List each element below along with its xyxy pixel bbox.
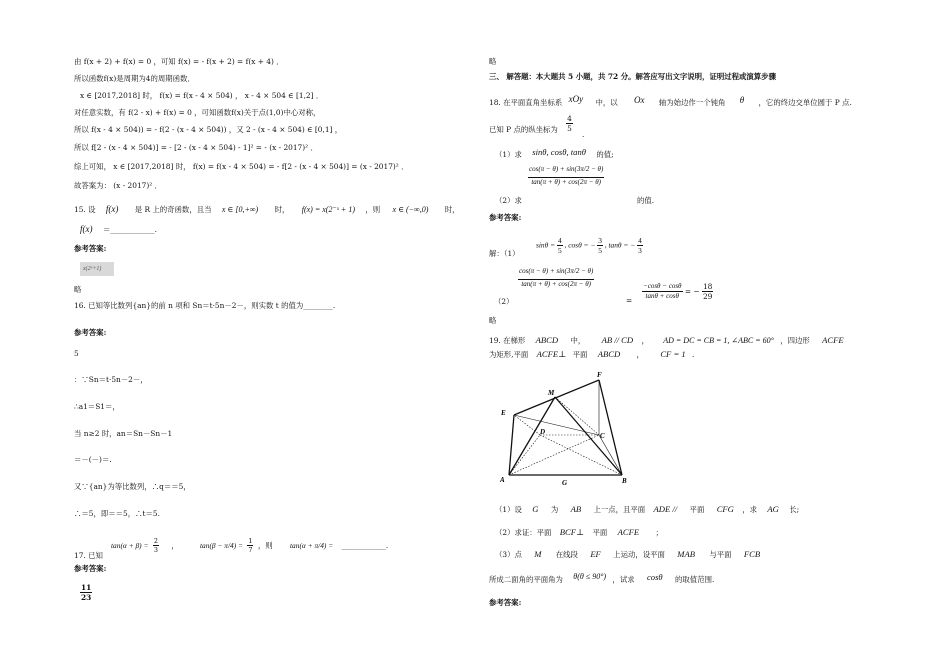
q16-sol-1: ：∵Sn＝t·5n－2－，	[74, 375, 148, 384]
sol-line-5: 所以 f(x - 4 × 504)) = - f(2 - (x - 4 × 504)) ，又 2 - (x - 4 × 504) ∈ [0,1] ，	[74, 125, 343, 134]
label-C: C	[600, 432, 605, 440]
edge-AD	[509, 435, 540, 475]
q19-part-1: （1）设 G 为 AB 上一点，且平面 ADE // 平面 CFG ，求 AG 长;	[495, 504, 800, 514]
label-G: G	[562, 479, 568, 487]
sol18-1-label: 解：（1）	[489, 249, 520, 258]
q17-label: 17. 已知	[74, 551, 103, 560]
q18-line-2: 已知 P 点的纵坐标为 $\frac{4}{5}$	[489, 114, 572, 134]
label-E: E	[501, 409, 506, 417]
q19-line-1: 19. 在梯形 ABCD 中， AB // CD ， AD = DC = CB = 1, ∠ABC = 60° ，四边形 ACFE	[489, 335, 844, 345]
q16-answer: 5	[74, 349, 79, 358]
q18-part-2-tail: 的值.	[637, 196, 655, 205]
edge-AM	[509, 397, 555, 475]
label-B: B	[622, 477, 627, 485]
q17-answer: $\frac{11}{23}$	[81, 583, 92, 603]
sol18-2-frac2: $\frac{-\cos\theta - \cos\theta}{\tan\theta + \cos\theta}$ = − $\frac{18}{29}$	[643, 282, 713, 302]
sol-line-7: 综上可知， x ∈ [2017,2018] 时， f(x) = f(x - 4 × 504) = - f[2 - (x - 4 × 504)] = (x - 2017)² ．	[74, 162, 409, 171]
omitted-text: 略	[74, 285, 82, 294]
sol18-2-eq: =	[626, 296, 633, 305]
answer-label: 参考答案:	[489, 213, 522, 222]
sol-line-8: 故答案为： (x - 2017)² ．	[74, 181, 162, 190]
answer-label: 参考答案:	[74, 564, 107, 573]
q19-part-4: 所成二面角的平面角为 θ(θ ≤ 90°) ，试求 cosθ 的取值范围.	[489, 572, 715, 584]
sol-line-4: 对任意实数，有 f(2 - x) + f(x) = 0 ，可知函数f(x)关于点(1,0)中心对称，	[74, 108, 321, 117]
q17-expr-3: tan(α + π/4) = ____________.	[290, 541, 389, 550]
q17-expr-2: tan(β − π/4) = $\frac{1}{7}$ ，则	[200, 537, 273, 555]
q16-sol-2: ∴a1＝S1＝，	[74, 402, 120, 411]
label-D: D	[540, 428, 546, 436]
label-M: M	[548, 389, 555, 397]
q18-part-2-label: （2）求	[495, 196, 522, 205]
q18-line-1: 18. 在平面直角坐标系 xOy 中，以 Ox 轴为始边作一个钝角 θ ，它的终边交单位圆于 P 点.	[489, 94, 852, 107]
period: .	[582, 130, 585, 139]
q16-sol-5: 又∵{an}为等比数列，∴q＝＝5，	[74, 482, 191, 491]
label-F: F	[597, 371, 602, 379]
edge-CB	[599, 435, 622, 475]
answer-label: 参考答案:	[489, 598, 522, 607]
q16-sol-6: ∴＝5，即＝＝5，∴t＝5.	[74, 509, 160, 518]
sol18-2-label: （2）	[494, 297, 514, 306]
q15-line-2: f(x) ＝____________.	[80, 224, 157, 234]
q18-part-1: （1）求 sinθ, cosθ, tanθ 的值;	[495, 147, 614, 159]
q16-sol-3: 当 n≥2 时，an＝Sn－Sn－1	[74, 429, 173, 438]
edge-AE	[509, 415, 514, 475]
geometry-figure	[492, 368, 642, 490]
edge-AC	[509, 435, 599, 475]
edge-DB	[540, 435, 622, 475]
sol18-1-values: sinθ = $\frac{4}{5}$ , cosθ = − $\frac{3}{5}$ , tanθ = − $\frac{4}{3}$	[536, 236, 642, 256]
sol-line-6: 所以 f[2 - (x - 4 × 504)] = - [2 - (x - 4 × 504) - 1]² = - (x - 2017)² ．	[74, 143, 318, 152]
edge-EC	[514, 415, 599, 435]
omitted-text: 略	[489, 57, 497, 66]
q19-part-2: （2）求证：平面 BCF⊥ 平面 ACFE ；	[495, 527, 663, 537]
edge-EF	[514, 380, 599, 415]
q17-expr-1: tan(α + β) = $\frac{2}{3}$ ，	[111, 537, 179, 555]
answer-image: x(2ˣ+1)	[80, 262, 114, 276]
omitted-text: 略	[489, 316, 497, 325]
section-heading: 三、 解答题：本大题共 5 小题，共 72 分。解答应写出文字说明，证明过程或演算步骤	[489, 72, 776, 81]
answer-label: 参考答案:	[74, 328, 107, 337]
sol-line-3: x ∈ [2017,2018] 时， f(x) = f(x - 4 × 504) ， x - 4 × 504 ∈ [1,2] ．	[80, 91, 324, 100]
sol-line-2: 所以函数f(x)是周期为4的周期函数．	[74, 74, 195, 83]
q19-line-2: 为矩形,平面 ACFE⊥ 平面 ABCD ， CF = 1 .	[489, 349, 695, 359]
q19-part-3: （3）点 M 在线段 EF 上运动，设平面 MAB 与平面 FCB	[495, 549, 761, 559]
label-A: A	[500, 476, 505, 484]
edge-MC	[555, 397, 599, 435]
q16-sol-4: ＝－(－)＝.	[74, 455, 112, 464]
sol-line-1: 由 f(x + 2) + f(x) = 0 ，可知 f(x) = - f(x + 2) = f(x + 4) ．	[74, 57, 284, 66]
sol18-2-frac1: $\frac{\cos(\pi - \theta) + \sin(3\pi/2 - \theta)}{\tan(\pi + \theta) + \cos(2\pi - \theta)}$	[519, 267, 594, 288]
q18-part-2-frac: $\frac{\cos(\pi - \theta) + \sin(3\pi/2 - \theta)}{\tan(\pi + \theta) + \cos(2\pi - \theta)}$	[529, 165, 604, 186]
answer-label: 参考答案:	[74, 244, 107, 253]
q15-line: 15. 设 f(x) 是 R 上的奇函数，且当 x ∈ [0,+∞) 时， f(x) = x(2⁻ˣ + 1) ，则 x ∈ (−∞,0) 时，	[74, 204, 460, 214]
q16-text: 16. 已知等比数列{an}的前 n 项和 Sn＝t·5n－2－，则实数 t 的值为________.	[74, 301, 336, 310]
